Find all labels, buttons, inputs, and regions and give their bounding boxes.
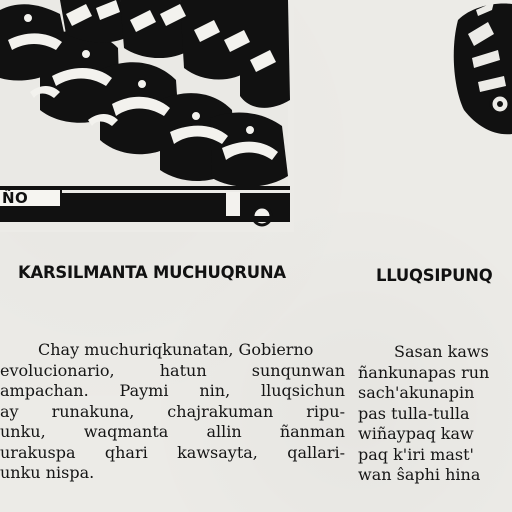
- carved-object-illustration: [448, 0, 512, 140]
- body-line: paq k'iri mast': [358, 444, 474, 464]
- body-line: unku, waqmanta allin ñanman: [0, 422, 345, 441]
- body-line: wiñaypaq kaw: [358, 424, 474, 443]
- article-body-left: [0, 340, 345, 484]
- illustration-caption-label: ÑO: [0, 188, 62, 208]
- body-line: Sasan kaws: [394, 342, 489, 361]
- article-body-right: [358, 342, 512, 486]
- body-line: evolucionario, hatun sunqunwan: [0, 360, 345, 380]
- article-heading-karsilmanta: KARSILMANTA MUCHUQRUNA: [18, 263, 286, 282]
- body-line: sach'akunapin: [358, 383, 475, 402]
- body-line: pas tulla-tulla: [358, 403, 470, 423]
- body-line: urakuspa qhari kawsayta, qallari-: [0, 442, 345, 462]
- body-line: wan ŝaphi hina: [358, 465, 481, 484]
- body-line: ay runakuna, chajrakuman ripu-: [0, 401, 345, 421]
- body-line: ampachan. Paymi nin, lluqsichun: [0, 381, 345, 400]
- article-heading-lluqsipunq: LLUQSIPUNQ: [376, 266, 493, 285]
- body-line: ñankunapas run: [358, 362, 490, 382]
- body-line: unku nispa.: [0, 463, 95, 482]
- body-line: Chay muchuriqkunatan, Gobierno: [38, 340, 314, 359]
